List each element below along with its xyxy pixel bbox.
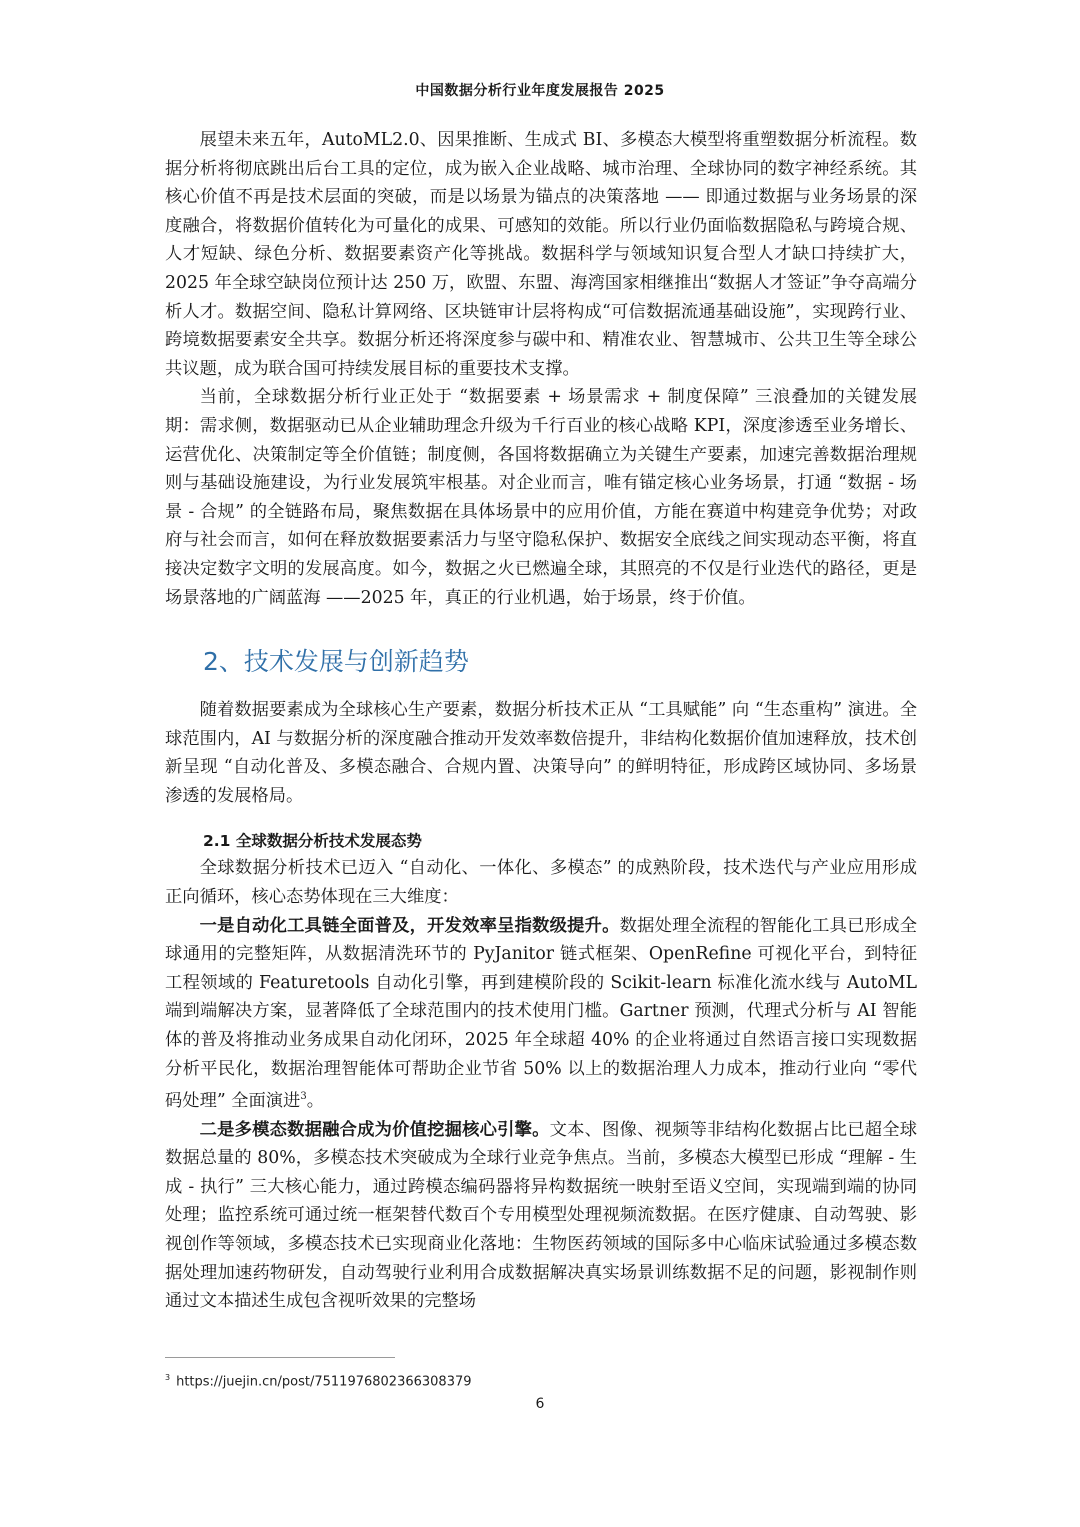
footnote-divider	[165, 1357, 395, 1358]
paragraph-subsection-intro: 全球数据分析技术已迈入 “自动化、一体化、多模态” 的成熟阶段，技术迭代与产业应用形成正向循环，核心态势体现在三大维度：	[165, 858, 917, 908]
multimodal-body: 文本、图像、视频等非结构化数据占比已超全球数据总量的 80%，多模态技术突破成为全球行业竞争焦点。当前，多模态大模型已形成 “理解 - 生成 - 执行” 三大核心能力，通过跨模态编码器将异构数据统一映射至语义空间，实现端到端的协同处理；监控系统可通过统一框架替代数百个专用模型处理视频流数据。在医疗健康、自动驾驶、影视创作等领域，多模态技术已实现商业化落地：生物医药领域的国际多中心临床试验通过多模态数据处理加速药物研发，自动驾驶行业利用合成数据解决真实场景训练数据不足的问题，影视制作则通过文本描述生成包含视听效果的完整场	[165, 1119, 917, 1312]
body-content	[165, 126, 917, 1316]
footnote	[165, 1373, 472, 1389]
section-heading: 2、技术发展与创新趋势	[203, 647, 469, 677]
footnote-link[interactable]: https://juejin.cn/post/7511976802366308379	[176, 1374, 472, 1390]
automation-body: 数据处理全流程的智能化工具已形成全球通用的完整矩阵，从数据清洗环节的 PyJanitor 链式框架、OpenRefine 可视化平台，到特征工程领域的 Featuretools 自动化引擎，再到建模阶段的 Scikit-learn 标准化流水线与 AutoML 端到端解决方案，显著降低了全球范围内的技术使用门槛。Gartner 预测，代理式分析与 AI 智能体的普及将推动业务成果自动化闭环，2025 年全球超 40% 的企业将通过自然语言接口实现数据分析平民化，数据治理智能体可帮助企业节省 50% 以上的数据治理人力成本，推动行业向 “零代码处理” 全面演进	[165, 915, 917, 1111]
paragraph-automation	[165, 912, 917, 1116]
running-header: 中国数据分析行业年度发展报告 2025	[415, 83, 665, 99]
paragraph-current-stage: 当前，全球数据分析行业正处于 “数据要素 + 场景需求 + 制度保障” 三浪叠加的关键发展期：需求侧，数据驱动已从企业辅助理念升级为千行百业的核心战略 KPI，深度渗透至业务增长、运营优化、决策制定等全价值链；制度侧，各国将数据确立为关键生产要素，加速完善数据治理规则与基础设施建设，为行业发展筑牢根基。对企业而言，唯有锚定核心业务场景，打通 “数据 - 场景 - 合规” 的全链路布局，聚焦数据在具体场景中的应用价值，方能在赛道中构建竞争优势；对政府与社会而言，如何在释放数据要素活力与坚守隐私保护、数据安全底线之间实现动态平衡，将直接决定数字文明的发展高度。如今，数据之火已燃遍全球，其照亮的不仅是行业迭代的路径，更是场景落地的广阔蓝海 ——2025 年，真正的行业机遇，始于场景，终于价值。	[165, 387, 917, 608]
subsection-heading: 2.1 全球数据分析技术发展态势	[203, 832, 422, 851]
paragraph-multimodal	[165, 1116, 917, 1316]
automation-lead: 一是自动化工具链全面普及，开发效率呈指数级提升。	[199, 915, 620, 936]
footnote-ref: 3	[300, 1091, 307, 1103]
automation-end: 。	[306, 1090, 324, 1111]
page-number: 6	[535, 1396, 545, 1412]
paragraph-outlook: 展望未来五年，AutoML2.0、因果推断、生成式 BI、多模态大模型将重塑数据分析流程。数据分析将彻底跳出后台工具的定位，成为嵌入企业战略、城市治理、全球协同的数字神经系统。其核心价值不再是技术层面的突破，而是以场景为锚点的决策落地 —— 即通过数据与业务场景的深度融合，将数据价值转化为可量化的成果、可感知的效能。所以行业仍面临数据隐私与跨境合规、人才短缺、绿色分析、数据要素资产化等挑战。数据科学与领域知识复合型人才缺口持续扩大，2025 年全球空缺岗位预计达 250 万，欧盟、东盟、海湾国家相继推出“数据人才签证”争夺高端分析人才。数据空间、隐私计算网络、区块链审计层将构成“可信数据流通基础设施”，实现跨行业、跨境数据要素安全共享。数据分析还将深度参与碳中和、精准农业、智慧城市、公共卫生等全球公共议题，成为联合国可持续发展目标的重要技术支撑。	[165, 130, 917, 379]
paragraph-section-intro: 随着数据要素成为全球核心生产要素，数据分析技术正从 “工具赋能” 向 “生态重构” 演进。全球范围内，AI 与数据分析的深度融合推动开发效率数倍提升，非结构化数据价值加速释放，技术创新呈现 “自动化普及、多模态融合、合规内置、决策导向” 的鲜明特征，形成跨区域协同、多场景渗透的发展格局。	[165, 700, 917, 806]
footnote-mark: 3	[165, 1373, 171, 1382]
multimodal-lead: 二是多模态数据融合成为价值挖掘核心引擎。	[199, 1119, 550, 1140]
